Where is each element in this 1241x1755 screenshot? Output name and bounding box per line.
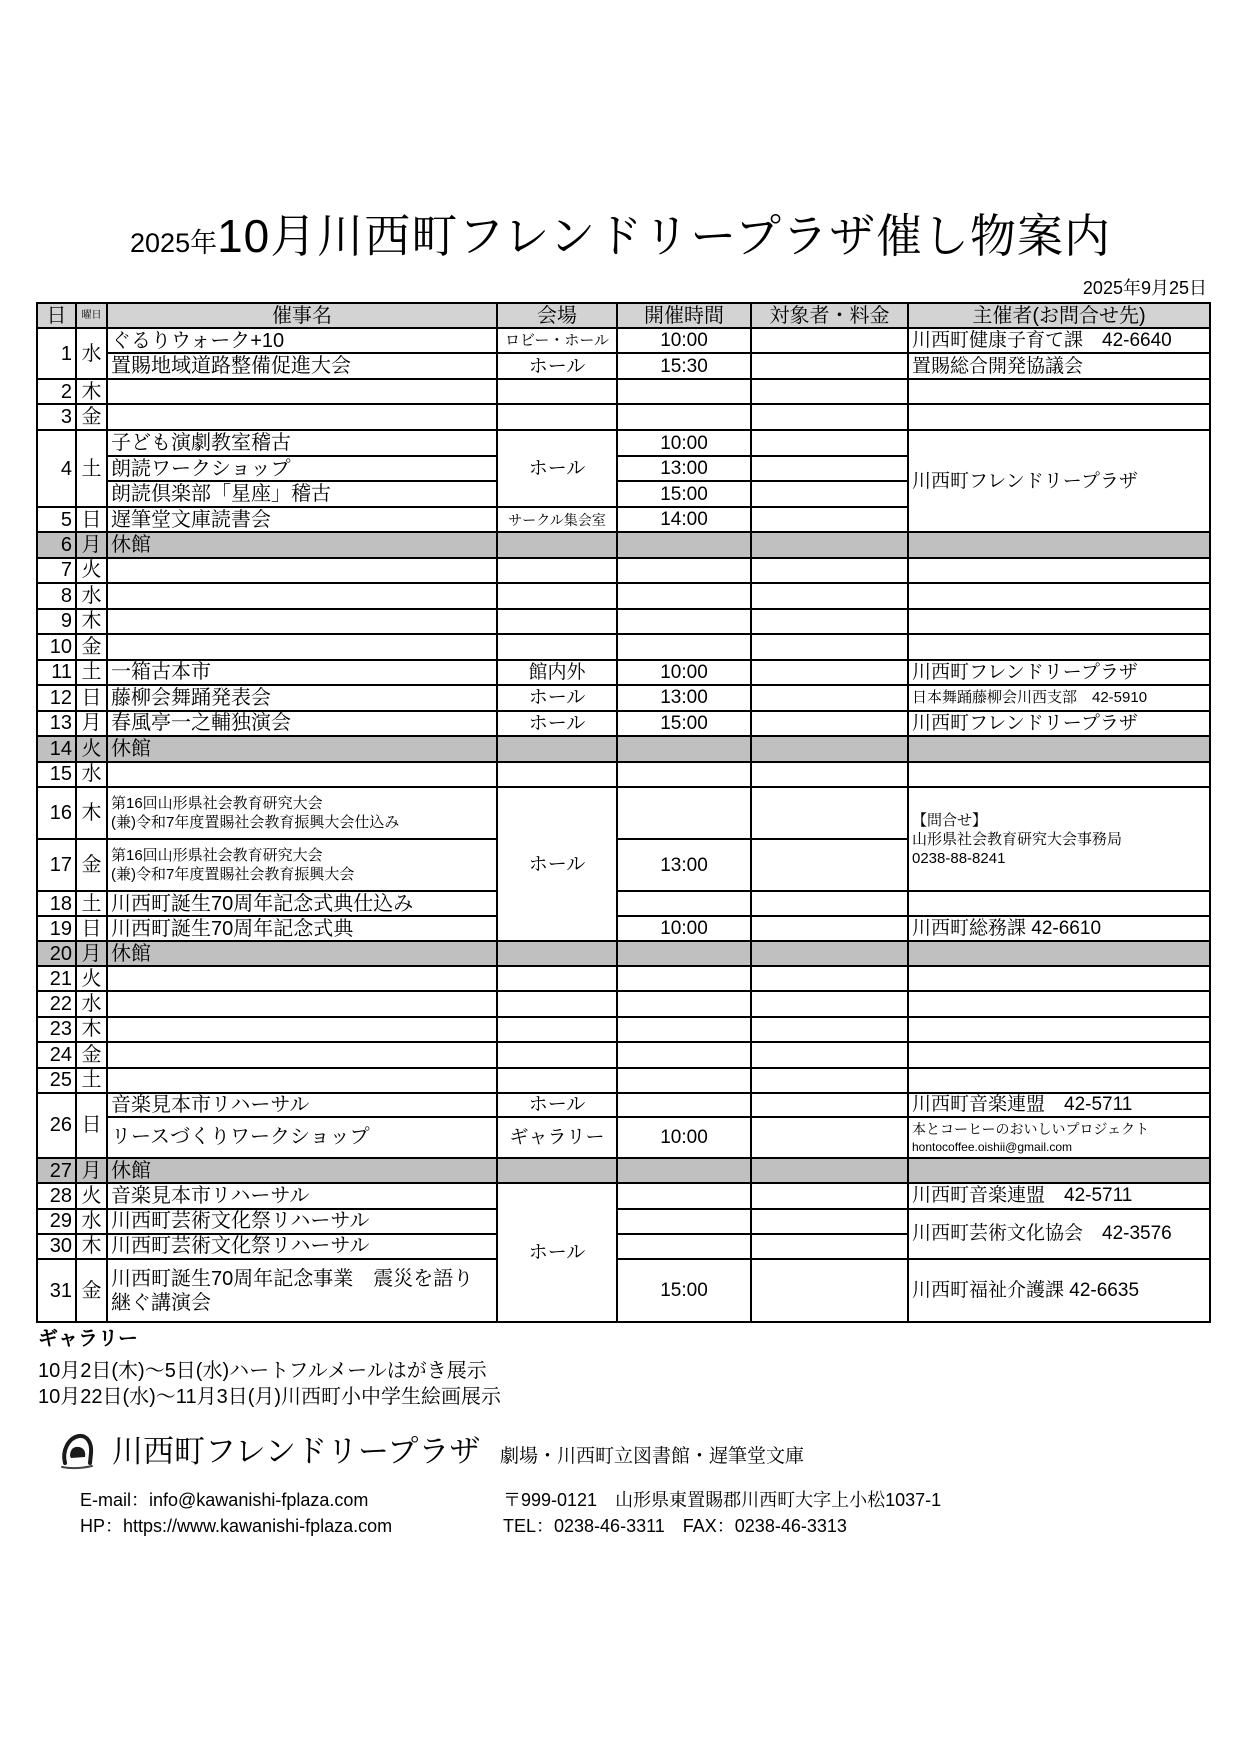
organizer: 川西町フレンドリープラザ [908,430,1210,532]
target-fee [751,328,908,353]
table-row [37,660,1210,686]
day-number: 7 [37,558,76,584]
day-number: 4 [37,430,76,507]
time [617,891,751,916]
event-name-line: (兼)令和7年度置賜社会教育振興大会仕込み [111,814,400,831]
event-name-line: (兼)令和7年度置賜社会教育振興大会 [111,866,355,883]
organizer [908,404,1210,430]
day-number: 29 [37,1209,76,1234]
venue [497,966,617,991]
day-number: 5 [37,507,76,532]
venue [497,1042,617,1067]
target-fee [751,609,908,635]
day-number: 23 [37,1017,76,1042]
target-fee [751,379,908,404]
day-number: 21 [37,966,76,991]
weekday: 木 [76,609,107,635]
day-number: 19 [37,916,76,941]
weekday: 土 [76,430,107,507]
organizer-line: 【問合せ】 [912,811,988,829]
event-name [107,839,497,891]
target-fee [751,1183,908,1208]
contact-website: HP：https://www.kawanishi-fplaza.com [80,1516,393,1536]
time: 15:00 [617,1259,751,1322]
table-row-closed [37,941,1210,966]
venue: ホール [497,430,617,507]
day-number: 26 [37,1093,76,1158]
time [617,583,751,609]
organizer [908,379,1210,404]
day-number: 10 [37,634,76,660]
table-row [37,430,1210,456]
table-row [37,353,1210,379]
event-name [107,966,497,991]
organizer: 川西町音楽連盟 42-5711 [908,1093,1210,1117]
venue [497,1017,617,1042]
table-row [37,762,1210,788]
time [617,1209,751,1234]
event-name [107,558,497,584]
event-name [107,991,497,1016]
venue [497,736,617,762]
target-fee [751,916,908,941]
event-name [107,787,497,839]
event-name: 川西町芸術文化祭リハーサル [107,1234,497,1259]
venue: ホール [497,353,617,379]
target-fee [751,787,908,839]
time [617,1042,751,1067]
target-fee [751,1017,908,1042]
day-number: 16 [37,787,76,839]
closed-label: 休館 [107,532,497,558]
plaza-logo-icon [58,1432,96,1472]
day-number: 20 [37,941,76,966]
day-number: 22 [37,991,76,1016]
table-row [37,1259,1210,1322]
venue: ホール [497,1183,617,1322]
time: 10:00 [617,1117,751,1158]
venue: サークル集会室 [497,507,617,532]
event-name: 音楽見本市リハーサル [107,1093,497,1117]
target-fee [751,1117,908,1158]
venue: ホール [497,711,617,737]
venue [497,941,617,966]
table-row [37,787,1210,839]
organizer [908,991,1210,1016]
event-name [107,1068,497,1093]
gallery-heading: ギャラリー [38,1328,138,1350]
time: 10:00 [617,328,751,353]
target-fee [751,891,908,916]
organizer [908,532,1210,558]
table-row [37,966,1210,991]
weekday: 月 [76,711,107,737]
venue [497,634,617,660]
target-fee [751,1209,908,1234]
event-name-line: 第16回山形県社会教育研究大会 [111,847,323,864]
day-number: 25 [37,1068,76,1093]
time [617,558,751,584]
table-row [37,991,1210,1016]
event-name: 川西町誕生70周年記念式典 [107,916,497,941]
organizer [908,966,1210,991]
target-fee [751,558,908,584]
organizer: 川西町音楽連盟 42-5711 [908,1183,1210,1208]
day-number: 9 [37,609,76,635]
weekday: 土 [76,660,107,686]
gallery-item: 10月22日(水)～11月3日(月)川西町小中学生絵画展示 [38,1386,502,1408]
organizer [908,736,1210,762]
organizer [908,891,1210,916]
event-name [107,379,497,404]
organizer: 川西町総務課 42-6610 [908,916,1210,941]
event-name: 一箱古本市 [107,660,497,686]
event-name: 川西町誕生70周年記念式典仕込み [107,891,497,916]
event-name-line: 第16回山形県社会教育研究大会 [111,795,323,812]
organizer-email: hontocoffee.oishii@gmail.com [912,1139,1073,1154]
day-number: 12 [37,685,76,711]
event-name [107,762,497,788]
header-organizer: 主催者(お問合せ先) [908,303,1210,328]
target-fee [751,736,908,762]
organizer: 川西町健康子育て課 42-6640 [908,328,1210,353]
table-row [37,891,1210,916]
weekday: 土 [76,891,107,916]
target-fee [751,353,908,379]
target-fee [751,1158,908,1183]
day-number: 31 [37,1259,76,1322]
target-fee [751,532,908,558]
day-number: 15 [37,762,76,788]
day-number: 11 [37,660,76,686]
day-number: 27 [37,1158,76,1183]
table-row [37,609,1210,635]
event-name: 音楽見本市リハーサル [107,1183,497,1208]
venue [497,558,617,584]
weekday: 水 [76,328,107,379]
table-row [37,916,1210,941]
day-number: 30 [37,1234,76,1259]
time [617,609,751,635]
day-number: 18 [37,891,76,916]
venue [497,532,617,558]
time [617,1234,751,1259]
time [617,991,751,1016]
gallery-item: 10月2日(木)～5日(水)ハートフルメールはがき展示 [38,1360,487,1382]
target-fee [751,839,908,891]
event-name [107,1042,497,1067]
target-fee [751,762,908,788]
organizer: 川西町フレンドリープラザ [908,711,1210,737]
organizer [908,1017,1210,1042]
target-fee [751,481,908,507]
table-row [37,1068,1210,1093]
event-name: リースづくりワークショップ [107,1117,497,1158]
time [617,1068,751,1093]
weekday: 日 [76,916,107,941]
title-main: 10月川西町フレンドリープラザ催し物案内 [217,210,1111,262]
event-name: 川西町誕生70周年記念事業 震災を語り継ぐ講演会 [107,1259,497,1322]
event-name: 遅筆堂文庫読書会 [107,507,497,532]
venue [497,991,617,1016]
weekday: 水 [76,762,107,788]
organizer [908,634,1210,660]
event-schedule-table [36,302,1211,1323]
event-name: 春風亭一之輔独演会 [107,711,497,737]
contact-email: E-mail：info@kawanishi-fplaza.com [80,1490,369,1510]
target-fee [751,404,908,430]
venue [497,1158,617,1183]
contact-address: 〒999-0121 山形県東置賜郡川西町大字上小松1037-1 [503,1490,942,1510]
table-row [37,1093,1210,1117]
day-number: 2 [37,379,76,404]
time: 10:00 [617,660,751,686]
time: 15:00 [617,711,751,737]
target-fee [751,456,908,481]
day-number: 28 [37,1183,76,1208]
venue: 館内外 [497,660,617,686]
target-fee [751,941,908,966]
table-row [37,1209,1210,1234]
table-row-closed [37,736,1210,762]
time [617,1017,751,1042]
table-row [37,1017,1210,1042]
weekday: 木 [76,1017,107,1042]
organizer [908,1042,1210,1067]
plaza-name: 川西町フレンドリープラザ [112,1434,481,1469]
closed-label: 休館 [107,941,497,966]
time: 14:00 [617,507,751,532]
time: 15:00 [617,481,751,507]
time [617,1093,751,1117]
table-row-closed [37,532,1210,558]
table-row [37,1117,1210,1158]
organizer [908,609,1210,635]
weekday: 日 [76,685,107,711]
header-event: 催事名 [107,303,497,328]
target-fee [751,711,908,737]
event-name [107,404,497,430]
time [617,966,751,991]
weekday: 金 [76,1259,107,1322]
header-row [37,303,1210,328]
time [617,404,751,430]
venue: ホール [497,685,617,711]
venue [497,379,617,404]
header-day: 日 [37,303,76,328]
event-name: 川西町芸術文化祭リハーサル [107,1209,497,1234]
weekday: 日 [76,1093,107,1158]
venue [497,1068,617,1093]
target-fee [751,1093,908,1117]
time [617,1183,751,1208]
weekday: 金 [76,1042,107,1067]
organizer: 川西町福祉介護課 42-6635 [908,1259,1210,1322]
target-fee [751,583,908,609]
target-fee [751,430,908,456]
time: 13:00 [617,685,751,711]
table-row-closed [37,1158,1210,1183]
time [617,941,751,966]
venue [497,404,617,430]
table-row [37,1042,1210,1067]
organizer-line: 本とコーヒーのおいしいプロジェクト [912,1120,1150,1137]
header-target-fee: 対象者・料金 [751,303,908,328]
weekday: 木 [76,787,107,839]
venue: ギャラリー [497,1117,617,1158]
target-fee [751,1042,908,1067]
table-row [37,379,1210,404]
venue [497,762,617,788]
closed-label: 休館 [107,1158,497,1183]
table-row [37,634,1210,660]
weekday: 土 [76,1068,107,1093]
time [617,762,751,788]
organizer [908,1117,1210,1158]
event-name: 置賜地域道路整備促進大会 [107,353,497,379]
venue [497,609,617,635]
organizer: 川西町芸術文化協会 42-3576 [908,1209,1210,1260]
day-number: 6 [37,532,76,558]
weekday: 月 [76,532,107,558]
organizer: 日本舞踊藤柳会川西支部 42-5910 [908,685,1210,711]
weekday: 水 [76,583,107,609]
target-fee [751,1259,908,1322]
time [617,634,751,660]
weekday: 金 [76,839,107,891]
day-number: 1 [37,328,76,379]
organizer [908,1158,1210,1183]
organizer [908,762,1210,788]
event-name: ぐるりウォーク+10 [107,328,497,353]
weekday: 水 [76,991,107,1016]
venue [497,583,617,609]
organizer-line: 山形県社会教育研究大会事務局 [912,830,1123,848]
organizer [908,941,1210,966]
weekday: 火 [76,1183,107,1208]
venue: ロビー・ホール [497,328,617,353]
table-row [37,583,1210,609]
weekday: 火 [76,966,107,991]
time [617,1158,751,1183]
weekday: 木 [76,1234,107,1259]
target-fee [751,1068,908,1093]
title-year: 2025年 [130,228,218,258]
time [617,736,751,762]
table-row [37,558,1210,584]
weekday: 金 [76,404,107,430]
table-row [37,404,1210,430]
organizer [908,583,1210,609]
day-number: 3 [37,404,76,430]
weekday: 日 [76,507,107,532]
weekday: 月 [76,941,107,966]
weekday: 火 [76,558,107,584]
organizer-phone: 0238-88-8241 [912,849,1006,867]
day-number: 8 [37,583,76,609]
organizer [908,558,1210,584]
event-name [107,1017,497,1042]
table-row [37,1183,1210,1208]
organizer: 川西町フレンドリープラザ [908,660,1210,686]
weekday: 金 [76,634,107,660]
page-title [0,206,1241,278]
organizer: 置賜総合開発協議会 [908,353,1210,379]
time [617,379,751,404]
day-number: 17 [37,839,76,891]
organizer [908,1068,1210,1093]
event-name: 藤柳会舞踊発表会 [107,685,497,711]
time: 10:00 [617,430,751,456]
weekday: 水 [76,1209,107,1234]
time: 13:00 [617,456,751,481]
time: 10:00 [617,916,751,941]
target-fee [751,507,908,532]
weekday: 月 [76,1158,107,1183]
event-name [107,634,497,660]
target-fee [751,660,908,686]
event-name: 朗読ワークショップ [107,456,497,481]
weekday: 木 [76,379,107,404]
table-row [37,711,1210,737]
contact-tel-fax: TEL：0238-46-3311 FAX：0238-46-3313 [503,1516,847,1536]
event-name: 朗読倶楽部「星座」稽古 [107,481,497,507]
venue: ホール [497,1093,617,1117]
venue: ホール [497,787,617,941]
header-weekday: 曜日 [76,303,107,328]
organizer [908,787,1210,891]
time: 15:30 [617,353,751,379]
day-number: 14 [37,736,76,762]
target-fee [751,634,908,660]
event-name [107,609,497,635]
day-number: 13 [37,711,76,737]
event-name: 子ども演劇教室稽古 [107,430,497,456]
time [617,787,751,839]
time [617,532,751,558]
target-fee [751,991,908,1016]
weekday: 火 [76,736,107,762]
closed-label: 休館 [107,736,497,762]
header-time: 開催時間 [617,303,751,328]
plaza-facilities: 劇場・川西町立図書館・遅筆堂文庫 [500,1446,805,1467]
time: 13:00 [617,839,751,891]
target-fee [751,685,908,711]
header-venue: 会場 [497,303,617,328]
issue-date: 2025年9月25日 [1082,278,1207,298]
target-fee [751,966,908,991]
target-fee [751,1234,908,1259]
event-name [107,583,497,609]
table-row [37,685,1210,711]
table-row [37,328,1210,353]
day-number: 24 [37,1042,76,1067]
